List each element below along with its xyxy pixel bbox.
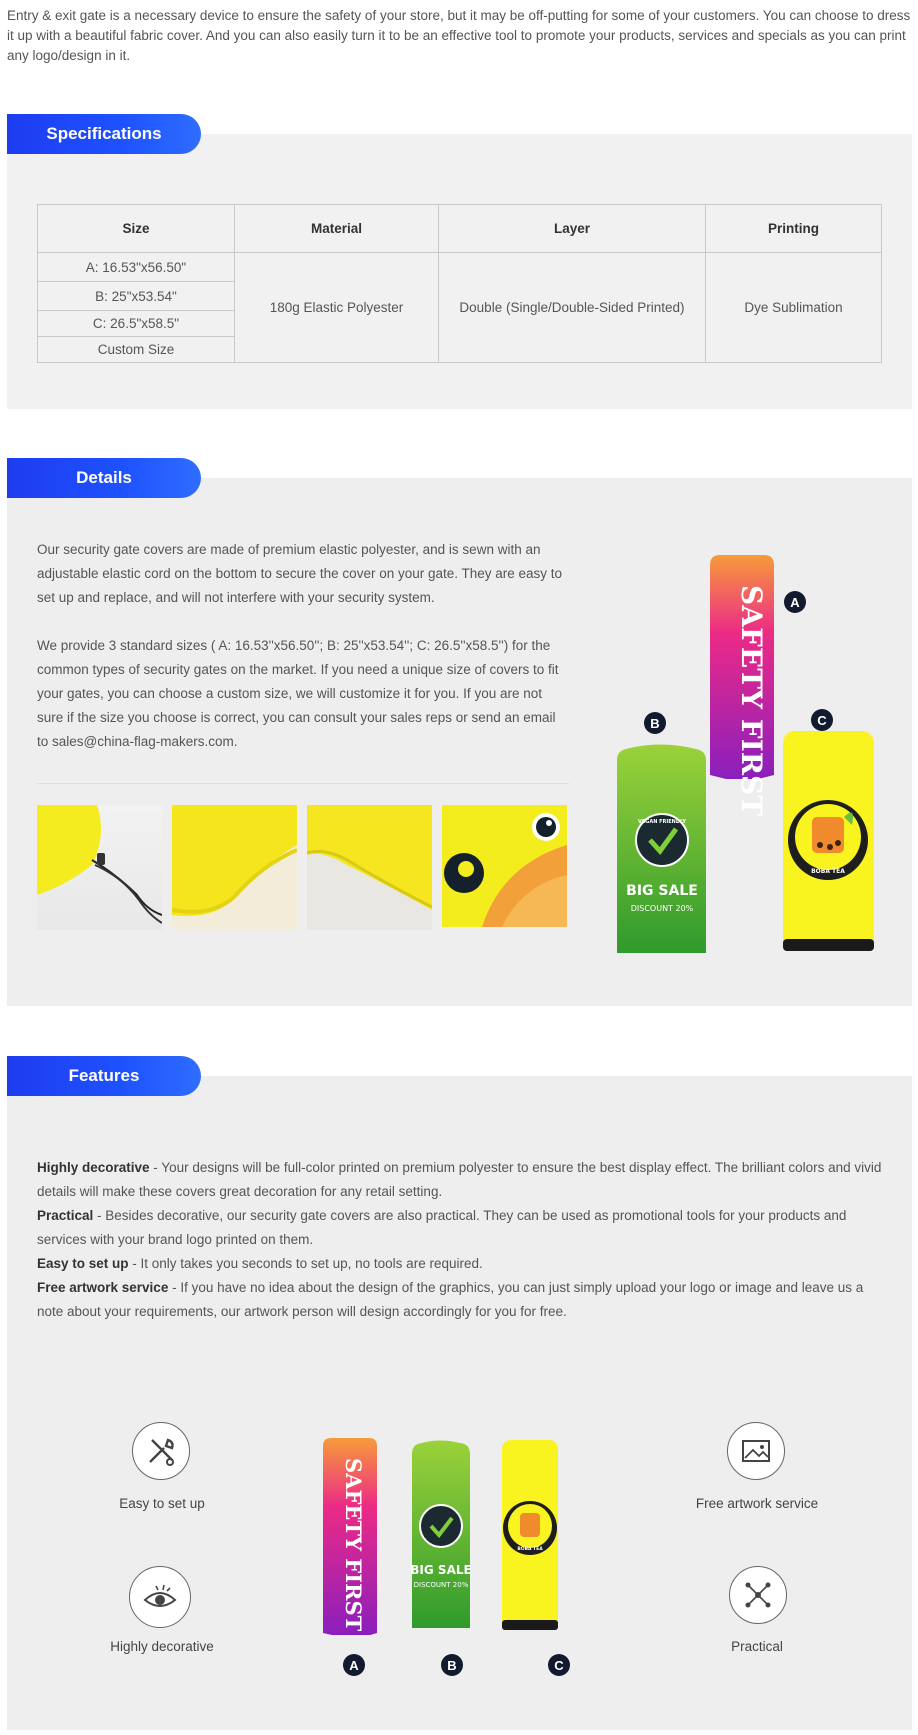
lineup-label-c: C <box>548 1654 570 1676</box>
highly-decorative-label: Highly decorative <box>110 1639 214 1654</box>
lineup-label-b: B <box>441 1654 463 1676</box>
thumbnail-print-detail[interactable] <box>442 805 567 927</box>
lineup-cover-a-text: SAFETY FIRST <box>341 1458 366 1632</box>
thumbnail-hem[interactable] <box>172 805 297 930</box>
thumbnail-fabric[interactable] <box>307 805 432 930</box>
feature-item <box>37 1276 893 1324</box>
feature-description: - If you have no idea about the design of the graphics, you can just simply upload your logo or image and leave us a note about your requirements, our artwork person will design accordingly for you for free. <box>37 1280 864 1319</box>
size-custom: Custom Size <box>38 337 235 363</box>
size-b: B: 25"x53.54" <box>38 282 235 311</box>
details-paragraph-1: Our security gate covers are made of premium elastic polyester, and is sewn with an adjustable elastic cord on the bottom to secure the cover on your gate. They are easy to set up and replace, and will not interfere with your security system. <box>37 542 563 605</box>
specifications-table <box>37 204 882 363</box>
size-c: C: 26.5"x58.5" <box>38 311 235 337</box>
free-artwork-label: Free artwork service <box>695 1496 819 1511</box>
divider <box>37 783 569 784</box>
feature-title: Free artwork service <box>37 1280 169 1295</box>
header-layer: Layer <box>439 205 706 253</box>
cover-b-title: BIG SALE <box>626 883 698 899</box>
feature-item <box>37 1204 893 1252</box>
details-tab: Details <box>7 458 201 498</box>
image-icon <box>727 1422 785 1480</box>
label-b: B <box>644 712 666 734</box>
details-paragraph-2: We provide 3 standard sizes ( A: 16.53''x56.50''; B: 25''x53.54''; C: 26.5''x58.5'') for the common types of security gates on the market. If you need a unique size of covers to fit your gates, you can choose a custom size, we will customize it for you. If you are not sure if the size you choose is correct, you can consult your sales reps or send an email to sales@china-flag-makers.com. <box>37 638 559 749</box>
practical-label: Practical <box>731 1639 783 1654</box>
material-cell: 180g Elastic Polyester <box>235 253 439 363</box>
gate-covers-illustration <box>600 555 890 960</box>
lineup-cover-b-title: BIG SALE <box>410 1563 472 1577</box>
thumbnail-elastic-cord[interactable] <box>37 805 162 930</box>
feature-description: - It only takes you seconds to set up, no tools are required. <box>128 1256 483 1271</box>
label-a: A <box>784 591 806 613</box>
specifications-tab: Specifications <box>7 114 201 154</box>
features-text <box>37 1156 893 1324</box>
feature-description: - Your designs will be full-color printed on premium polyester to ensure the best display effect. The brilliant colors and vivid details will make these covers great decoration for any retail setting. <box>37 1160 882 1199</box>
eye-icon <box>129 1566 191 1628</box>
size-a: A: 16.53"x56.50" <box>38 253 235 282</box>
feature-title: Practical <box>37 1208 94 1223</box>
cover-b-subtitle: DISCOUNT 20% <box>630 904 694 913</box>
cover-a-text: SAFETY FIRST <box>735 585 768 817</box>
lineup-cover-b-sub: DISCOUNT 20% <box>413 1581 469 1589</box>
feature-item <box>37 1252 893 1276</box>
details-text <box>37 538 569 754</box>
easy-setup-label: Easy to set up <box>119 1496 205 1511</box>
printing-cell: Dye Sublimation <box>706 253 882 363</box>
feature-item <box>37 1156 893 1204</box>
gate-covers-lineup <box>320 1438 605 1638</box>
header-size: Size <box>38 205 235 253</box>
table-header-row <box>38 205 882 253</box>
lineup-cover-c-text: BOBA TEA <box>517 1547 543 1552</box>
label-c: C <box>811 709 833 731</box>
tools-icon <box>132 1422 190 1480</box>
intro-text: Entry & exit gate is a necessary device to ensure the safety of your store, but it may be off-putting for some of your customers. You can choose to dress it up with a beautiful fabric cover. And you can also easily turn it to be an effective tool to promote your products, services and specials as you can print any logo/design in it. <box>7 8 911 63</box>
lineup-label-a: A <box>343 1654 365 1676</box>
cover-b-seal: VEGAN FRIENDLY <box>637 819 687 825</box>
header-material: Material <box>235 205 439 253</box>
table-row <box>38 253 882 282</box>
layer-cell: Double (Single/Double-Sided Printed) <box>439 253 706 363</box>
header-printing: Printing <box>706 205 882 253</box>
network-icon <box>729 1566 787 1624</box>
cover-c-text: BOBA TEA <box>811 868 845 875</box>
feature-title: Highly decorative <box>37 1160 150 1175</box>
features-tab: Features <box>7 1056 201 1096</box>
feature-title: Easy to set up <box>37 1256 129 1271</box>
feature-description: - Besides decorative, our security gate covers are also practical. They can be used as promotional tools for your products and services with your brand logo printed on them. <box>37 1208 847 1247</box>
